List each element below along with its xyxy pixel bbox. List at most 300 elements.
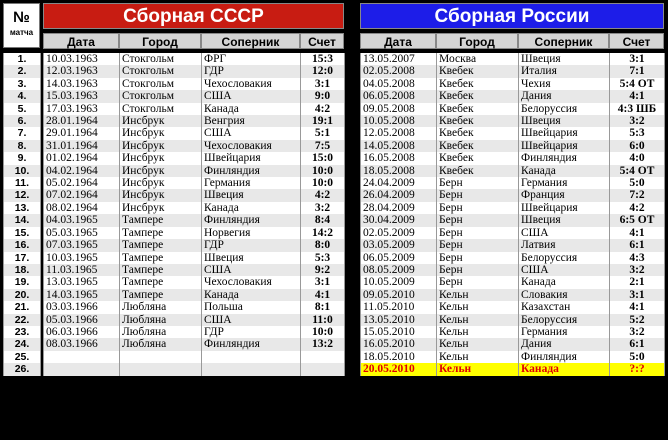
- match-number-row: [4, 152, 41, 164]
- match-number-row: [4, 351, 41, 363]
- match-opponent: Швейцария: [519, 140, 610, 152]
- match-number: 12.: [4, 189, 41, 201]
- match-date: 13.03.1965: [44, 276, 120, 288]
- match-date: 11.05.2010: [361, 301, 437, 313]
- match-number-row: [4, 301, 41, 313]
- match-score: 19:1: [301, 115, 345, 127]
- match-opponent: Швеция: [202, 189, 301, 201]
- match-opponent: ФРГ: [202, 53, 301, 65]
- match-city: Берн: [437, 276, 519, 288]
- match-number: 24.: [4, 338, 41, 350]
- match-number-symbol: №: [13, 9, 30, 26]
- ussr-match-row: [44, 314, 345, 326]
- russia-col-score: Счет: [609, 33, 664, 49]
- match-city: Любляна: [120, 338, 202, 350]
- match-number: 22.: [4, 314, 41, 326]
- match-number-row: [4, 264, 41, 276]
- ussr-match-row: [44, 177, 345, 189]
- match-city: Тампере: [120, 227, 202, 239]
- ussr-match-row: [44, 227, 345, 239]
- match-date: 12.03.1963: [44, 65, 120, 77]
- match-city: Тампере: [120, 276, 202, 288]
- russia-match-row: [361, 227, 665, 239]
- match-score: 15:0: [301, 152, 345, 164]
- match-date: [44, 363, 120, 375]
- match-opponent: Чехословакия: [202, 140, 301, 152]
- match-number: 23.: [4, 326, 41, 338]
- match-opponent: США: [519, 264, 610, 276]
- match-opponent: Словакия: [519, 289, 610, 301]
- match-opponent: Германия: [519, 177, 610, 189]
- match-opponent: Канада: [202, 289, 301, 301]
- ussr-match-row: [44, 189, 345, 201]
- match-opponent: [202, 363, 301, 375]
- ussr-match-row: [44, 214, 345, 226]
- match-date: 05.03.1966: [44, 314, 120, 326]
- match-number: 21.: [4, 301, 41, 313]
- match-score: [301, 363, 345, 375]
- match-score: 4:0: [610, 152, 665, 164]
- ussr-match-row: [44, 115, 345, 127]
- match-number-row: [4, 214, 41, 226]
- russia-match-row: [361, 65, 665, 77]
- match-city: Тампере: [120, 289, 202, 301]
- match-opponent: США: [202, 90, 301, 102]
- russia-match-row: [361, 165, 665, 177]
- match-date: 11.03.1965: [44, 264, 120, 276]
- match-city: Стокгольм: [120, 65, 202, 77]
- match-opponent: Белоруссия: [519, 252, 610, 264]
- match-score: 6:5 ОТ: [610, 214, 665, 226]
- russia-match-row: [361, 90, 665, 102]
- match-number: 9.: [4, 152, 41, 164]
- match-opponent: Швеция: [519, 214, 610, 226]
- ussr-match-row: [44, 127, 345, 139]
- match-city: Квебек: [437, 78, 519, 90]
- match-score: 4:3 ШБ: [610, 103, 665, 115]
- match-date: [44, 351, 120, 363]
- match-date: 07.03.1965: [44, 239, 120, 251]
- ussr-match-row: [44, 152, 345, 164]
- match-number: 25.: [4, 351, 41, 363]
- match-city: Кельн: [437, 326, 519, 338]
- ussr-match-row: [44, 165, 345, 177]
- match-score: 8:0: [301, 239, 345, 251]
- match-date: 17.03.1963: [44, 103, 120, 115]
- match-number: 18.: [4, 264, 41, 276]
- match-score: 6:0: [610, 140, 665, 152]
- match-city: Кельн: [437, 351, 519, 363]
- match-score: 3:1: [301, 276, 345, 288]
- match-score: 5:1: [301, 127, 345, 139]
- match-opponent: Финляндия: [519, 152, 610, 164]
- match-number: 10.: [4, 165, 41, 177]
- russia-col-city: Город: [436, 33, 518, 49]
- match-opponent: Финляндия: [202, 338, 301, 350]
- ussr-match-row: [44, 326, 345, 338]
- match-date: 02.05.2009: [361, 227, 437, 239]
- ussr-col-score: Счет: [300, 33, 344, 49]
- match-number-column: [3, 53, 41, 376]
- match-opponent: Норвегия: [202, 227, 301, 239]
- match-date: 15.05.2010: [361, 326, 437, 338]
- match-opponent: ГДР: [202, 326, 301, 338]
- match-opponent: Швейцария: [202, 152, 301, 164]
- match-date: 15.03.1963: [44, 90, 120, 102]
- match-city: Квебек: [437, 127, 519, 139]
- match-number-row: [4, 276, 41, 288]
- match-score: 12:0: [301, 65, 345, 77]
- russia-match-row: [361, 276, 665, 288]
- match-opponent: Канада: [202, 202, 301, 214]
- match-city: Инсбрук: [120, 115, 202, 127]
- match-score: 3:1: [610, 289, 665, 301]
- match-opponent: Финляндия: [202, 165, 301, 177]
- match-city: Кельн: [437, 289, 519, 301]
- ussr-match-row: [44, 78, 345, 90]
- match-number: 2.: [4, 65, 41, 77]
- match-city: Квебек: [437, 90, 519, 102]
- russia-match-row: [361, 78, 665, 90]
- match-opponent: Германия: [519, 326, 610, 338]
- match-date: 16.05.2010: [361, 338, 437, 350]
- match-date: 03.05.2009: [361, 239, 437, 251]
- match-city: Тампере: [120, 252, 202, 264]
- russia-match-row: [361, 338, 665, 350]
- ussr-col-city: Город: [119, 33, 201, 49]
- match-city: Берн: [437, 252, 519, 264]
- match-opponent: Канада: [519, 363, 610, 375]
- match-date: 06.03.1966: [44, 326, 120, 338]
- match-number: 26.: [4, 363, 41, 375]
- match-city: Берн: [437, 239, 519, 251]
- match-city: Кельн: [437, 363, 519, 375]
- match-city: Берн: [437, 202, 519, 214]
- match-score: 6:1: [610, 338, 665, 350]
- match-score: 3:2: [610, 264, 665, 276]
- match-city: Инсбрук: [120, 152, 202, 164]
- match-date: 14.03.1963: [44, 78, 120, 90]
- russia-match-row: [361, 189, 665, 201]
- match-number-row: [4, 252, 41, 264]
- match-number: 6.: [4, 115, 41, 127]
- match-opponent: Белоруссия: [519, 314, 610, 326]
- match-number-row: [4, 239, 41, 251]
- match-score: 7:5: [301, 140, 345, 152]
- match-score: 8:1: [301, 301, 345, 313]
- match-number-row: [4, 227, 41, 239]
- match-number-row: [4, 78, 41, 90]
- match-date: 18.05.2010: [361, 351, 437, 363]
- match-date: 04.05.2008: [361, 78, 437, 90]
- match-date: 04.02.1964: [44, 165, 120, 177]
- match-number: 13.: [4, 202, 41, 214]
- match-city: Инсбрук: [120, 189, 202, 201]
- match-score: 2:1: [610, 276, 665, 288]
- russia-team-title: Сборная России: [360, 3, 664, 29]
- match-city: Любляна: [120, 326, 202, 338]
- match-city: Стокгольм: [120, 53, 202, 65]
- match-number-row: [4, 65, 41, 77]
- match-score: 4:1: [610, 227, 665, 239]
- russia-match-row: [361, 127, 665, 139]
- match-date: 29.01.1964: [44, 127, 120, 139]
- russia-match-row: [361, 301, 665, 313]
- russia-match-row: [361, 140, 665, 152]
- russia-match-row: [361, 326, 665, 338]
- match-score: 3:2: [301, 202, 345, 214]
- match-date: 08.02.1964: [44, 202, 120, 214]
- match-opponent: Германия: [202, 177, 301, 189]
- match-city: Москва: [437, 53, 519, 65]
- russia-match-row: [361, 239, 665, 251]
- match-date: 28.01.1964: [44, 115, 120, 127]
- match-city: Кельн: [437, 314, 519, 326]
- match-opponent: Венгрия: [202, 115, 301, 127]
- match-score: 3:2: [610, 326, 665, 338]
- match-date: 03.03.1966: [44, 301, 120, 313]
- match-score: 5:4 ОТ: [610, 78, 665, 90]
- match-city: [120, 351, 202, 363]
- ussr-col-date: Дата: [43, 33, 119, 49]
- match-score: ?:?: [610, 363, 665, 375]
- match-score: 5:4 ОТ: [610, 165, 665, 177]
- match-date: 18.05.2008: [361, 165, 437, 177]
- ussr-col-opponent: Соперник: [201, 33, 300, 49]
- russia-match-row: [361, 202, 665, 214]
- match-number: 11.: [4, 177, 41, 189]
- match-city: Инсбрук: [120, 177, 202, 189]
- match-city: Стокгольм: [120, 103, 202, 115]
- match-city: Берн: [437, 189, 519, 201]
- match-score: 3:1: [610, 53, 665, 65]
- match-number-row: [4, 189, 41, 201]
- russia-match-row: [361, 289, 665, 301]
- russia-match-row: [361, 314, 665, 326]
- match-number-row: [4, 90, 41, 102]
- match-score: 7:1: [610, 65, 665, 77]
- match-opponent: США: [202, 314, 301, 326]
- match-city: Квебек: [437, 165, 519, 177]
- match-opponent: США: [202, 127, 301, 139]
- ussr-match-row: [44, 202, 345, 214]
- match-opponent: Швейцария: [519, 202, 610, 214]
- match-score: 3:1: [301, 78, 345, 90]
- ussr-match-row: [44, 301, 345, 313]
- match-number-caption: матча: [9, 28, 34, 37]
- match-score: 15:3: [301, 53, 345, 65]
- match-score: 10:0: [301, 326, 345, 338]
- match-city: Берн: [437, 214, 519, 226]
- match-score: 9:2: [301, 264, 345, 276]
- match-score: 5:0: [610, 177, 665, 189]
- match-opponent: Казахстан: [519, 301, 610, 313]
- match-score: 5:2: [610, 314, 665, 326]
- match-number: 16.: [4, 239, 41, 251]
- ussr-match-row: [44, 252, 345, 264]
- match-date: 10.05.2008: [361, 115, 437, 127]
- ussr-match-row: [44, 140, 345, 152]
- match-score: 4:1: [610, 301, 665, 313]
- russia-matches-table: [360, 53, 665, 376]
- match-city: Любляна: [120, 314, 202, 326]
- match-date: 24.04.2009: [361, 177, 437, 189]
- match-date: 05.02.1964: [44, 177, 120, 189]
- match-opponent: Италия: [519, 65, 610, 77]
- russia-match-row: [361, 214, 665, 226]
- match-date: 09.05.2008: [361, 103, 437, 115]
- match-score: [301, 351, 345, 363]
- match-opponent: Швеция: [519, 115, 610, 127]
- match-opponent: Швейцария: [519, 127, 610, 139]
- ussr-match-row: [44, 53, 345, 65]
- match-number-row: [4, 140, 41, 152]
- match-date: 05.03.1965: [44, 227, 120, 239]
- match-opponent: [202, 351, 301, 363]
- match-city: Стокгольм: [120, 78, 202, 90]
- match-score: 14:2: [301, 227, 345, 239]
- match-number: 4.: [4, 90, 41, 102]
- match-city: Инсбрук: [120, 140, 202, 152]
- match-score: 7:2: [610, 189, 665, 201]
- match-date: 06.05.2008: [361, 90, 437, 102]
- match-city: Квебек: [437, 103, 519, 115]
- match-score: 3:2: [610, 115, 665, 127]
- match-date: 01.02.1964: [44, 152, 120, 164]
- match-date: 08.05.2009: [361, 264, 437, 276]
- ussr-match-row: [44, 289, 345, 301]
- match-date: 16.05.2008: [361, 152, 437, 164]
- match-number: 19.: [4, 276, 41, 288]
- match-score: 13:2: [301, 338, 345, 350]
- match-date: 06.05.2009: [361, 252, 437, 264]
- match-number-row: [4, 326, 41, 338]
- match-number: 17.: [4, 252, 41, 264]
- match-opponent: Швеция: [519, 53, 610, 65]
- ussr-match-row: [44, 103, 345, 115]
- match-date: 28.04.2009: [361, 202, 437, 214]
- match-number: 20.: [4, 289, 41, 301]
- russia-match-row: [361, 363, 665, 375]
- match-number-row: [4, 165, 41, 177]
- match-score: 4:2: [301, 103, 345, 115]
- russia-col-opponent: Соперник: [518, 33, 609, 49]
- ussr-match-row: [44, 239, 345, 251]
- ussr-match-row: [44, 276, 345, 288]
- russia-match-row: [361, 115, 665, 127]
- ussr-match-row: [44, 338, 345, 350]
- match-opponent: Польша: [202, 301, 301, 313]
- match-opponent: Канада: [202, 103, 301, 115]
- match-city: Инсбрук: [120, 165, 202, 177]
- match-date: 09.05.2010: [361, 289, 437, 301]
- match-date: 13.05.2007: [361, 53, 437, 65]
- match-number-row: [4, 338, 41, 350]
- match-number: 5.: [4, 103, 41, 115]
- match-city: Кельн: [437, 338, 519, 350]
- match-opponent: Финляндия: [519, 351, 610, 363]
- match-date: 10.03.1963: [44, 53, 120, 65]
- match-opponent: Швеция: [202, 252, 301, 264]
- match-date: 02.05.2008: [361, 65, 437, 77]
- match-opponent: США: [519, 227, 610, 239]
- match-city: Стокгольм: [120, 90, 202, 102]
- match-city: Квебек: [437, 65, 519, 77]
- ussr-matches-table: [43, 53, 345, 376]
- ussr-match-row: [44, 90, 345, 102]
- match-score: 8:4: [301, 214, 345, 226]
- match-city: Берн: [437, 177, 519, 189]
- match-city: Инсбрук: [120, 127, 202, 139]
- match-score: 11:0: [301, 314, 345, 326]
- match-city: Любляна: [120, 301, 202, 313]
- match-date: 30.04.2009: [361, 214, 437, 226]
- match-opponent: Белоруссия: [519, 103, 610, 115]
- match-number: 15.: [4, 227, 41, 239]
- match-number-row: [4, 115, 41, 127]
- match-number: 3.: [4, 78, 41, 90]
- match-date: 20.05.2010: [361, 363, 437, 375]
- match-opponent: Латвия: [519, 239, 610, 251]
- match-date: 10.05.2009: [361, 276, 437, 288]
- russia-match-row: [361, 152, 665, 164]
- match-date: 04.03.1965: [44, 214, 120, 226]
- match-score: 4:3: [610, 252, 665, 264]
- ussr-match-row: [44, 351, 345, 363]
- match-city: Кельн: [437, 301, 519, 313]
- match-opponent: Дания: [519, 338, 610, 350]
- match-city: Тампере: [120, 264, 202, 276]
- match-date: 10.03.1965: [44, 252, 120, 264]
- russia-col-date: Дата: [360, 33, 436, 49]
- match-score: 4:1: [301, 289, 345, 301]
- match-score: 5:0: [610, 351, 665, 363]
- match-number-row: [4, 177, 41, 189]
- match-number: 8.: [4, 140, 41, 152]
- match-date: 26.04.2009: [361, 189, 437, 201]
- russia-match-row: [361, 103, 665, 115]
- match-opponent: Франция: [519, 189, 610, 201]
- match-date: 14.05.2008: [361, 140, 437, 152]
- ussr-match-row: [44, 65, 345, 77]
- match-date: 07.02.1964: [44, 189, 120, 201]
- match-number-row: [4, 202, 41, 214]
- match-city: Квебек: [437, 152, 519, 164]
- match-number-row: [4, 363, 41, 375]
- match-date: 13.05.2010: [361, 314, 437, 326]
- russia-match-row: [361, 264, 665, 276]
- match-opponent: Чехословакия: [202, 276, 301, 288]
- match-number-header: [3, 3, 40, 48]
- match-score: 10:0: [301, 165, 345, 177]
- match-score: 10:0: [301, 177, 345, 189]
- match-score: 9:0: [301, 90, 345, 102]
- match-city: Тампере: [120, 214, 202, 226]
- match-opponent: ГДР: [202, 65, 301, 77]
- match-city: Квебек: [437, 115, 519, 127]
- ussr-team-title: Сборная СССР: [43, 3, 344, 29]
- russia-match-row: [361, 53, 665, 65]
- match-date: 14.03.1965: [44, 289, 120, 301]
- match-score: 5:3: [610, 127, 665, 139]
- match-number: 1.: [4, 53, 41, 65]
- match-opponent: Чехословакия: [202, 78, 301, 90]
- match-score: 4:1: [610, 90, 665, 102]
- match-number: 7.: [4, 127, 41, 139]
- match-score: 5:3: [301, 252, 345, 264]
- match-number-row: [4, 314, 41, 326]
- match-score: 6:1: [610, 239, 665, 251]
